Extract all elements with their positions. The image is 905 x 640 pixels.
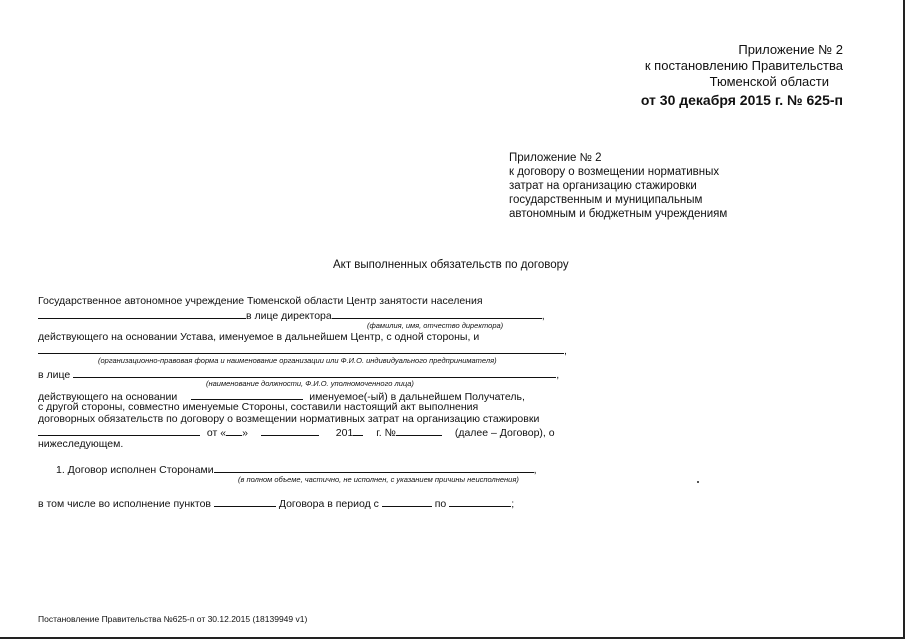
comma: , bbox=[541, 310, 545, 322]
body-line-11 bbox=[38, 496, 514, 511]
appendix-line3: затрат на организацию стажировки bbox=[509, 180, 697, 192]
blank-contract-number[interactable] bbox=[396, 425, 442, 436]
in-person-label: в лице bbox=[38, 369, 71, 381]
recipient-label: именуемое(-ый) в дальнейшем Получатель, bbox=[309, 391, 525, 403]
director-label: в лице директора bbox=[246, 310, 332, 322]
note-authorized-person: (наименование должности, Ф.И.О. уполномоченного лица) bbox=[206, 379, 414, 388]
body-line-10: нижеследующем. bbox=[38, 438, 124, 450]
contract-suffix: (далее – Договор), о bbox=[454, 427, 555, 439]
basis-label: действующего на основании bbox=[38, 391, 178, 403]
blank-period-from[interactable] bbox=[382, 496, 432, 507]
appendix-block bbox=[509, 151, 727, 221]
body-line-1: Государственное автономное учреждение Тюменской области Центр занятости населения bbox=[38, 295, 483, 307]
body-line-8: договорных обязательств по договору о возмещении нормативных затрат на организацию стажировки bbox=[38, 413, 540, 425]
blank-org-form[interactable] bbox=[38, 343, 564, 354]
body-line-7: с другой стороны, совместно именуемые Стороны, составили настоящий акт выполнения bbox=[38, 401, 479, 413]
blank-authorized-person[interactable] bbox=[73, 367, 556, 378]
comma: , bbox=[564, 345, 567, 357]
header-line4: от 30 декабря 2015 г. № 625-п bbox=[640, 92, 843, 108]
blank-period-to[interactable] bbox=[449, 496, 511, 507]
body-line-3: действующего на основании Устава, именуемое в дальнейшем Центр, с одной стороны, и bbox=[38, 331, 480, 343]
comma: , bbox=[533, 464, 537, 476]
blank-basis[interactable] bbox=[191, 389, 303, 400]
blank-execution-status[interactable] bbox=[214, 462, 534, 473]
note-execution-status: (в полном объеме, частично, не исполнен, с указанием причины неисполнения) bbox=[238, 475, 519, 484]
date-from-label: от « bbox=[206, 427, 227, 439]
header-line1: Приложение № 2 bbox=[738, 42, 843, 57]
appendix-line1: Приложение № 2 bbox=[509, 152, 602, 164]
comma: , bbox=[556, 369, 560, 381]
period-to-label: по bbox=[434, 498, 447, 510]
header-block bbox=[641, 42, 843, 108]
note-org-form: (организационно-правовая форма и наименование организации или Ф.И.О. индивидуального предпринимателя) bbox=[98, 356, 497, 365]
semicolon: ; bbox=[511, 498, 515, 510]
footer-reference: Постановление Правительства №625-п от 30.12.2015 (18139949 v1) bbox=[38, 614, 308, 624]
header-line2: к постановлению Правительства bbox=[644, 58, 843, 73]
blank-points[interactable] bbox=[214, 496, 276, 507]
scan-dot bbox=[697, 481, 699, 483]
number-label: г. № bbox=[376, 427, 396, 439]
blank-month[interactable] bbox=[261, 425, 319, 436]
period-from-label: Договора в период с bbox=[278, 498, 379, 510]
paragraph-1-label: 1. Договор исполнен Сторонами bbox=[56, 464, 214, 476]
header-line3: Тюменской области bbox=[709, 74, 829, 89]
blank-day[interactable] bbox=[226, 425, 242, 436]
appendix-line2: к договору о возмещении нормативных bbox=[509, 166, 720, 178]
blank-director-name[interactable] bbox=[332, 308, 542, 319]
points-label: в том числе во исполнение пунктов bbox=[38, 498, 211, 510]
blank-contract-city[interactable] bbox=[38, 425, 200, 436]
blank-year[interactable] bbox=[353, 425, 363, 436]
quote-close: » bbox=[242, 427, 248, 439]
appendix-line4: государственным и муниципальным bbox=[509, 194, 703, 206]
appendix-line5: автономным и бюджетным учреждениям bbox=[509, 208, 728, 220]
note-director: (фамилия, имя, отчество директора) bbox=[367, 321, 504, 330]
blank-org-name[interactable] bbox=[38, 308, 246, 319]
year-prefix: 201 bbox=[335, 427, 354, 439]
document-title: Акт выполненных обязательств по договору bbox=[333, 259, 569, 271]
